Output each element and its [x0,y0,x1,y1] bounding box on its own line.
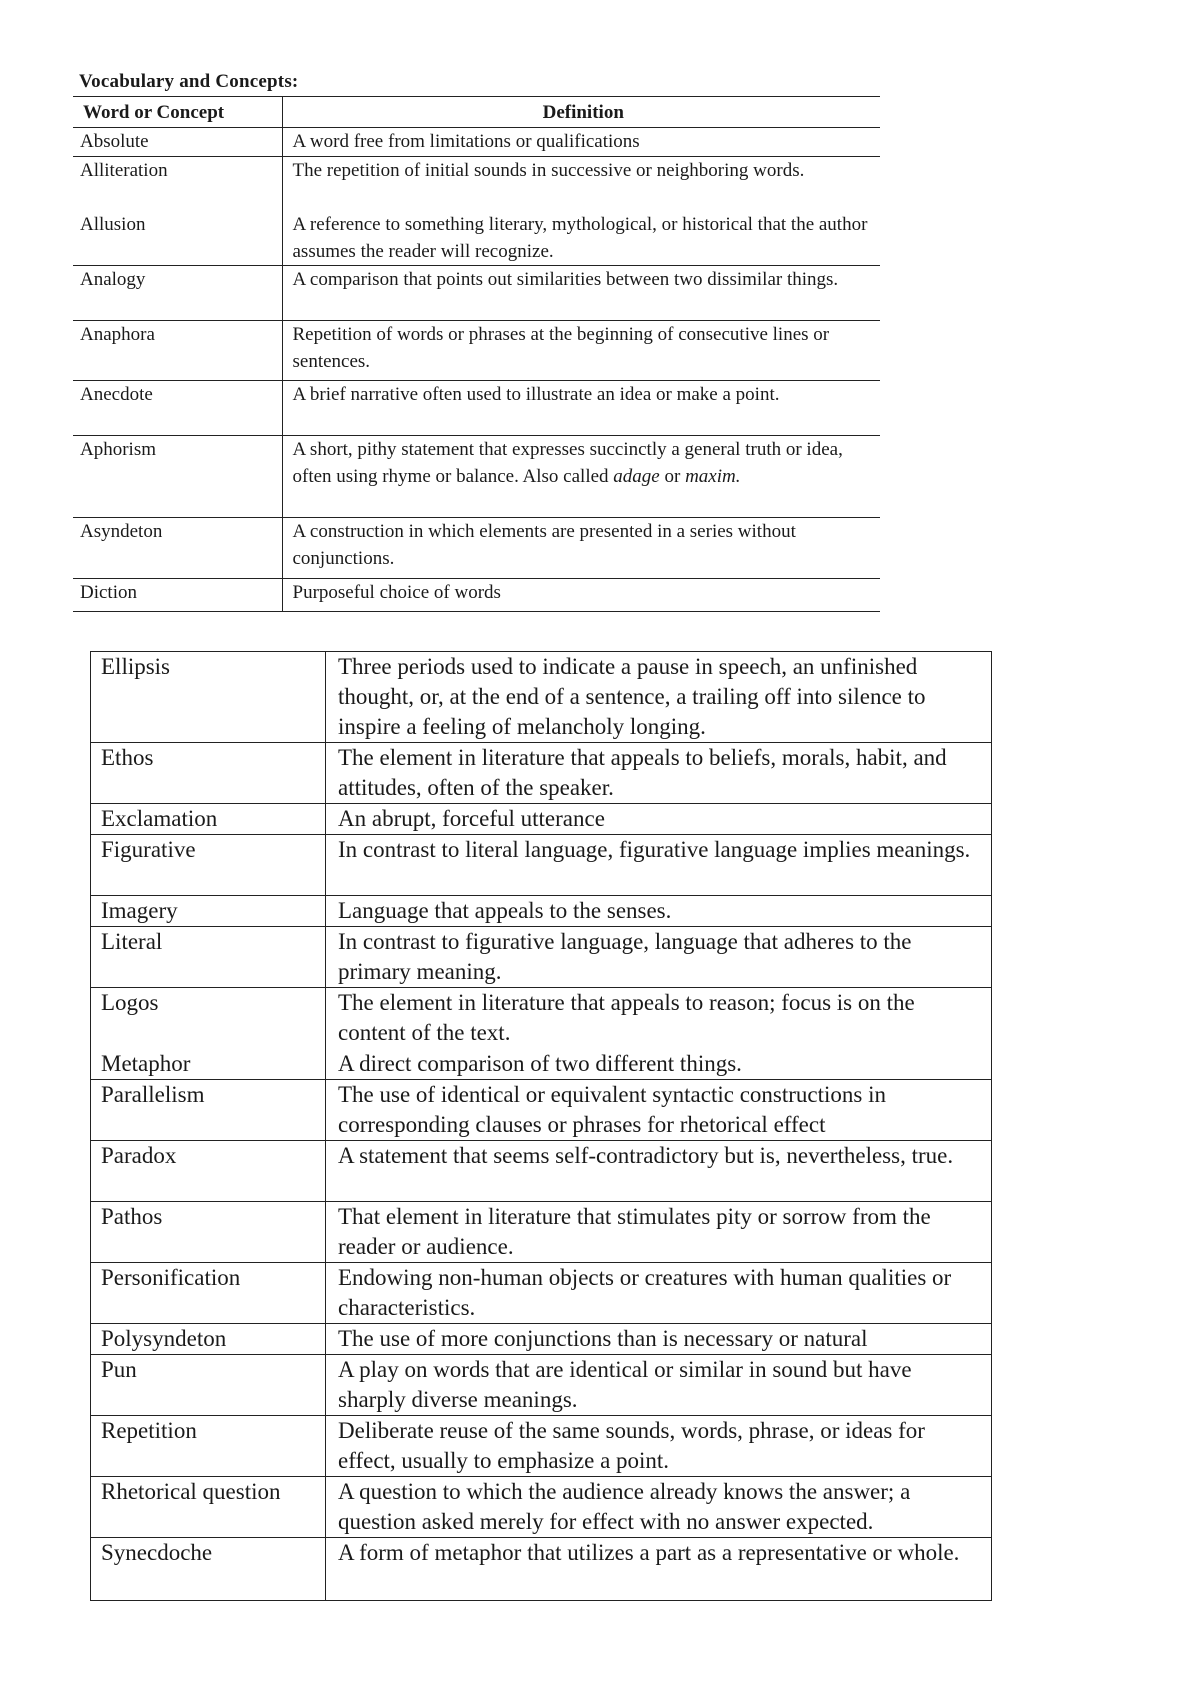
term-cell: Personification [91,1263,326,1324]
definition-connector: or [659,466,686,487]
definition-cell: In contrast to literal language, figurative language implies meanings. [326,835,992,896]
italic-term-adage: adage [613,466,660,487]
term-cell: Synecdoche [91,1538,326,1601]
definition-cell: A word free from limitations or qualifications [282,128,880,157]
table-row [73,128,880,157]
term-cell: Metaphor [101,1050,191,1076]
term-cell: Diction [80,582,137,603]
table-row [91,1538,992,1601]
table-row [91,1049,992,1080]
definition-cell: Endowing non-human objects or creatures with human qualities or characteristics. [326,1263,992,1324]
table-row [91,1355,992,1416]
term-cell: Polysyndeton [91,1324,326,1355]
definition-cell: That element in literature that stimulates pity or sorrow from the reader or audience. [326,1202,992,1263]
table-row [91,1263,992,1324]
table-row [91,1080,992,1141]
definition-cell: The use of more conjunctions than is necessary or natural [326,1324,992,1355]
term-cell: Absolute [80,131,149,152]
column-header-word: Word or Concept [83,101,225,123]
table-header-row [73,97,880,128]
term-cell: Analogy [80,269,146,290]
table-row [91,988,992,1049]
term-cell: Anecdote [80,384,153,405]
definition-cell: Three periods used to indicate a pause in speech, an unfinished thought, or, at the end of a sentence, a trailing off into silence to inspire a feeling of melancholy longing. [326,652,992,743]
definition-cell: Language that appeals to the senses. [326,896,992,927]
definition-cell: Deliberate reuse of the same sounds, words, phrase, or ideas for effect, usually to emphasize a point. [326,1416,992,1477]
table-row [91,1202,992,1263]
definition-cell: Repetition of words or phrases at the beginning of consecutive lines or sentences. [282,321,880,381]
definition-cell: A statement that seems self-contradictory but is, nevertheless, true. [326,1141,992,1202]
term-cell: Repetition [91,1416,326,1477]
table-row [73,266,880,321]
term-cell: Anaphora [80,324,155,345]
term-cell: Allusion [80,213,146,235]
table-row [73,381,880,436]
page-title: Vocabulary and Concepts: [79,71,299,92]
table-row [91,835,992,896]
term-cell: Paradox [91,1141,326,1202]
term-cell: Ellipsis [91,652,326,743]
table-row [91,804,992,835]
term-cell: Aphorism [80,439,156,460]
definition-cell: A reference to something literary, mythological, or historical that the author assumes the reader will recognize. [282,211,880,266]
table-row [73,321,880,381]
italic-term-maxim: maxim. [685,466,741,487]
definition-cell: The element in literature that appeals to beliefs, morals, habit, and attitudes, often of the speaker. [326,743,992,804]
vocabulary-table-1 [73,96,880,612]
definition-cell: A brief narrative often used to illustrate an idea or make a point. [282,381,880,436]
term-cell: Logos [91,988,326,1049]
table-row [91,1416,992,1477]
term-cell: Literal [91,927,326,988]
definition-cell: A form of metaphor that utilizes a part as a representative or whole. [326,1538,992,1601]
definition-cell: A question to which the audience already knows the answer; a question asked merely for effect with no answer expected. [326,1477,992,1538]
table-row [91,743,992,804]
table-row [73,579,880,612]
definition-text: A short, pithy statement that expresses succinctly a general truth or idea, often using rhyme or balance. Also called [292,439,843,487]
table-row [73,436,880,518]
term-cell: Ethos [91,743,326,804]
term-cell: Pathos [91,1202,326,1263]
definition-cell: The element in literature that appeals to reason; focus is on the content of the text. [326,988,992,1049]
column-header-definition: Definition [282,97,880,128]
definition-cell: Purposeful choice of words [282,579,880,612]
table-row [91,1141,992,1202]
term-cell: Rhetorical question [91,1477,326,1538]
term-cell: Figurative [91,835,326,896]
table-row [91,896,992,927]
vocabulary-table-2 [90,651,992,1601]
definition-cell: A direct comparison of two different things. [326,1049,992,1080]
table-row [91,1324,992,1355]
table-row [73,157,880,211]
definition-cell: A play on words that are identical or similar in sound but have sharply diverse meanings. [326,1355,992,1416]
term-cell: Alliteration [80,160,168,181]
table-row [91,652,992,743]
definition-cell: A comparison that points out similarities between two dissimilar things. [282,266,880,321]
definition-cell [282,436,880,518]
definition-cell: A construction in which elements are presented in a series without conjunctions. [282,518,880,579]
definition-cell: In contrast to figurative language, language that adheres to the primary meaning. [326,927,992,988]
definition-cell: The repetition of initial sounds in successive or neighboring words. [282,157,880,211]
table-row [73,518,880,579]
term-cell: Pun [91,1355,326,1416]
term-cell: Imagery [91,896,326,927]
table-row [91,927,992,988]
table-row [91,1477,992,1538]
term-cell: Asyndeton [80,521,163,542]
table-row [73,211,880,266]
term-cell: Parallelism [91,1080,326,1141]
definition-cell: The use of identical or equivalent syntactic constructions in corresponding clauses or phrases for rhetorical effect [326,1080,992,1141]
term-cell: Exclamation [91,804,326,835]
definition-cell: An abrupt, forceful utterance [326,804,992,835]
